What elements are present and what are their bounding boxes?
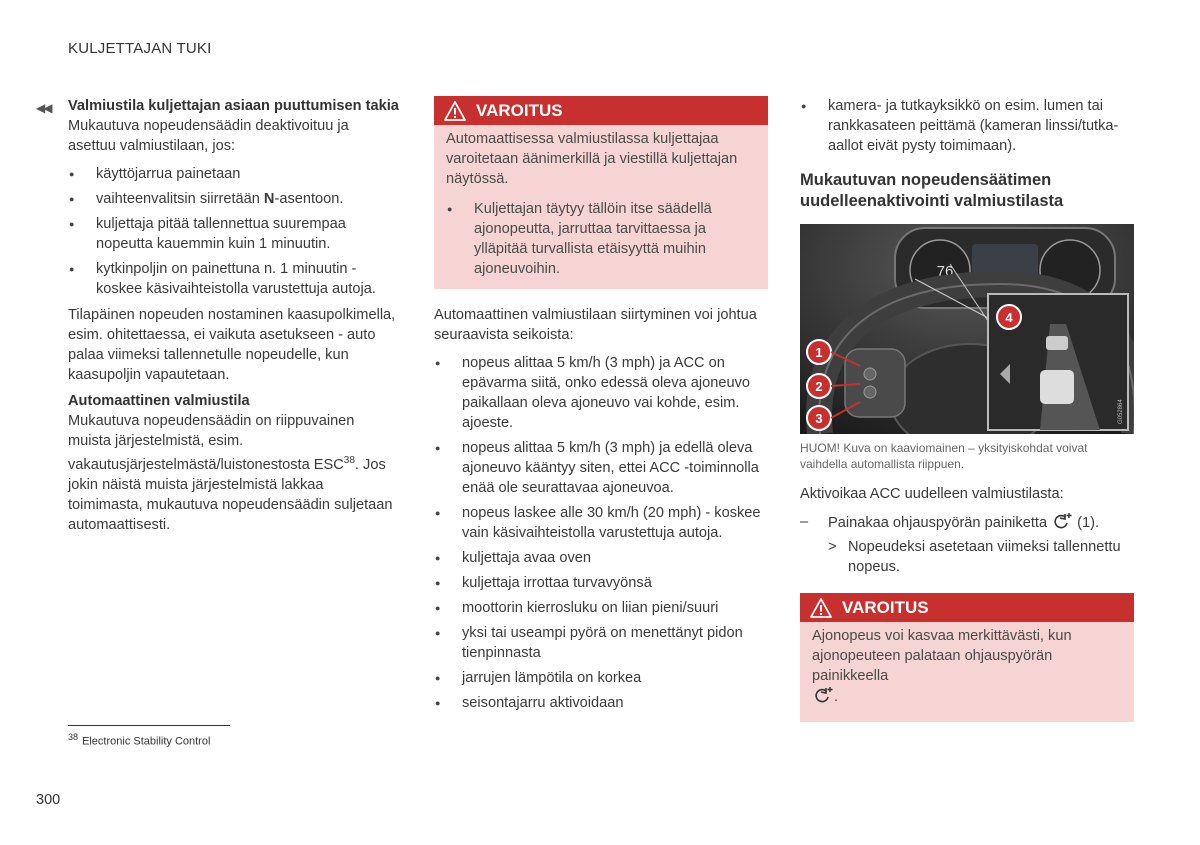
warning-text: Automaattisessa valmiustilassa kuljettajaa varoitetaan äänimerkillä ja viestillä kuljettajan näytössä. [446,131,738,187]
list-item: ● moottorin kierrosluku on liian pieni/suuri [434,598,768,618]
result-marker: > [828,539,837,555]
list-item: ● vaihteenvalitsin siirretään N-asentoon. [68,189,400,209]
resume-speed-icon [812,686,834,704]
list-item: ● kamera- ja tutkayksikkö on esim. lumen tai rankkasateen peittämä (kameran linssi/tutka-aallot eivät pysty toimimaan). [800,96,1134,156]
column-right [800,96,1134,738]
list-item: ● kuljettaja irrottaa turvavyönsä [434,573,768,593]
svg-text:4: 4 [1005,310,1013,325]
section-heading-automatic-standby: Automaattinen valmiustila [68,393,250,409]
section-heading-reactivation: Mukautuvan nopeudensäätimen uudelleenaktivointi valmiustilasta [800,171,1064,210]
list-item: ● kytkinpoljin on painettuna n. 1 minuutin - koskee käsivaihteistolla varustettuja autoja. [68,259,400,299]
svg-text:1: 1 [815,345,823,360]
svg-text:3: 3 [815,411,823,426]
list-item: ● kuljettaja avaa oven [434,548,768,568]
warning-triangle-icon [810,598,832,618]
warning-box [434,96,768,289]
warning-box-resume [800,593,1134,722]
list-item: ● kuljettaja pitää tallennettua suurempaa nopeutta kauemmin kuin 1 minuutin. [68,214,400,254]
callout-4 [997,305,1021,329]
paragraph-dependency: Mukautuva nopeudensäädin on riippuvainen muista järjestelmistä, esim. vakautusjärjestelmästä/luistonestosta ESC$^{38}$. Jos jokin näistä muista järjestelmistä lakkaa toimimasta, mukautuva nopeudensäädin suljetaan automaattisesti. [68,413,393,533]
paragraph-reactivate-intro: Aktivoikaa ACC uudelleen valmiustilasta: [800,486,1064,502]
resume-speed-icon [1051,512,1073,530]
bullet-list-intervention [68,164,400,299]
footnote-number: 38 [68,732,79,742]
figure-caption: HUOM! Kuva on kaaviomainen – yksityiskohdat voivat vaihdella automallista riippuen. [800,441,1088,471]
instruction-step: – Painakaa ohjauspyörän painiketta (1). [800,514,1100,531]
paragraph-intro: Mukautuva nopeudensäädin deaktivoituu ja asettuu valmiustilaan, jos: [68,118,349,154]
bullet-list-auto-standby [434,353,768,713]
column-left [36,96,400,540]
paragraph-temporary-speed: Tilapäinen nopeuden nostaminen kaasupolkimella, esim. ohitettaessa, ei vaikuta asetukseen - auto palaa viimeksi tallennetulle nopeudelle, kun kaasupoljin vapautetaan. [68,307,396,383]
warning-bullet: ● Kuljettajan täytyy tällöin itse säädellä ajonopeutta, jarruttaa tarvittaessa ja ylläpitää turvallista etäisyyttä muihin ajoneuvoihin. [446,199,756,279]
instruction-result: > Nopeudeksi asetetaan viimeksi tallennettu nopeus. [828,539,1121,575]
warning-text: Ajonopeus voi kasvaa merkittävästi, kun ajonopeuteen palataan ohjauspyörän painikkeella . [812,628,1072,705]
warning-title: VAROITUS [842,597,929,617]
bullet-list-continued [800,96,1134,156]
figure-code: G052864 [1118,399,1124,424]
warning-triangle-icon [444,101,466,121]
warning-title: VAROITUS [476,100,563,120]
continued-marker: ◀◀ [36,101,51,115]
list-item: ● nopeus alittaa 5 km/h (3 mph) ja edellä oleva ajoneuvo kääntyy siten, ettei ACC -toiminnolla enää ole seurattavaa ajoneuvoa. [434,438,768,498]
callout-2 [807,374,831,398]
list-item: ● käyttöjarrua painetaan [68,164,400,184]
page-number: 300 [36,792,61,808]
paragraph-auto-standby-intro: Automaattinen valmiustilaan siirtyminen voi johtua seuraavista seikoista: [434,307,757,343]
callout-3 [807,406,831,430]
callout-1 [807,340,831,364]
footnote [68,732,210,748]
list-item: ● jarrujen lämpötila on korkea [434,668,768,688]
running-header: KULJETTAJAN TUKI [68,40,212,57]
section-heading-standby-intervention: Valmiustila kuljettajan asiaan puuttumisen takia [68,98,399,114]
footnote-ref[interactable]: 38 [343,455,355,466]
steering-wheel-diagram [800,224,1134,434]
step-dash: – [800,514,809,530]
steering-wheel-illustration [800,224,1134,434]
column-middle [434,96,768,719]
speed-readout: 76 [936,263,954,280]
warning-header [800,593,1134,622]
list-item: ● yksi tai useampi pyörä on menettänyt pidon tienpinnasta [434,623,768,663]
footnote-text: Electronic Stability Control [82,735,211,748]
list-item: ● nopeus laskee alle 30 km/h (20 mph) - koskee vain käsivaihteistolla varustettuja autoja. [434,503,768,543]
list-item: ● seisontajarru aktivoidaan [434,693,768,713]
svg-text:2: 2 [815,379,823,394]
footnote-divider [68,725,230,726]
list-item: ● nopeus alittaa 5 km/h (3 mph) ja ACC on epävarma siitä, onko edessä oleva ajoneuvo paikallaan oleva ajoneuvo vai kohde, esim. ajoeste. [434,353,768,433]
warning-header [434,96,768,125]
